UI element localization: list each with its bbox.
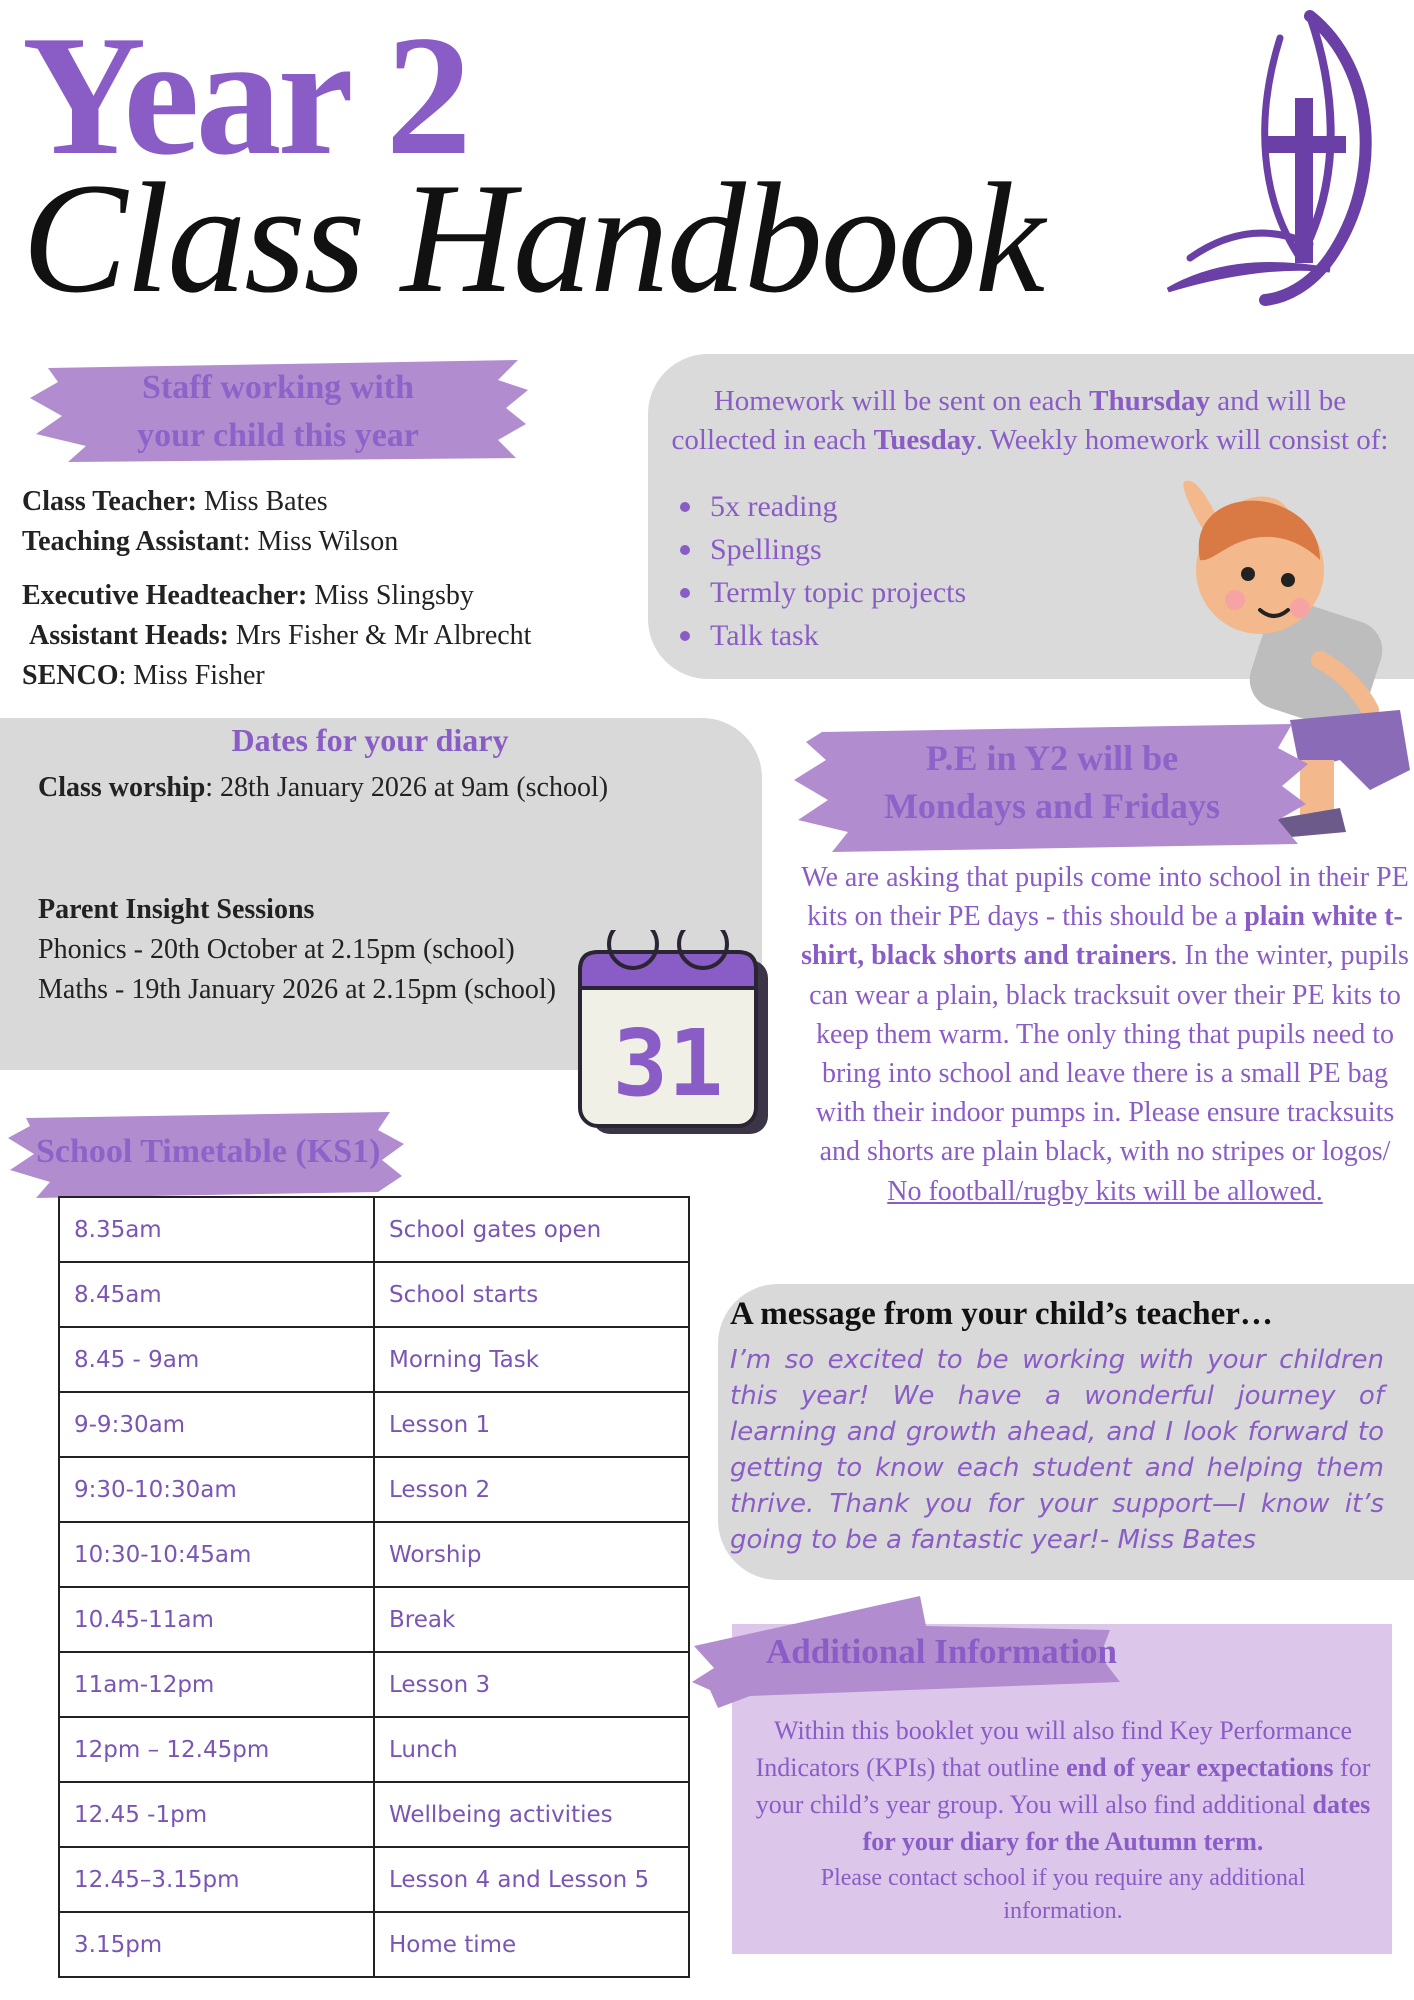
senco: SENCO: Miss Fisher bbox=[22, 660, 265, 691]
calendar-day: 31 bbox=[612, 1010, 724, 1117]
title-class-handbook: Class Handbook bbox=[22, 151, 1043, 326]
table-row: 9-9:30am Lesson 1 bbox=[59, 1392, 689, 1457]
message-heading: A message from your child’s teacher… bbox=[730, 1296, 1273, 1332]
additional-info-body: Within this booklet you will also find Key Performance Indicators (KPIs) that outline end of year expectations for your child’s year group. You will also find additional dates for your diary for the Autumn term. bbox=[755, 1716, 1371, 1856]
timetable-heading-banner bbox=[6, 1108, 406, 1202]
homework-intro: Homework will be sent on each Thursday and will be collected in each Tuesday. Weekly homework will consist of: bbox=[671, 385, 1389, 456]
table-row: 8.35am School gates open bbox=[59, 1197, 689, 1262]
pe-heading: P.E in Y2 will be Mondays and Fridays bbox=[883, 738, 1221, 826]
table-row: 10:30-10:45am Worship bbox=[59, 1522, 689, 1587]
list-item: Termly topic projects bbox=[680, 571, 966, 614]
table-row: 12.45 -1pm Wellbeing activities bbox=[59, 1782, 689, 1847]
list-item: Spellings bbox=[680, 528, 966, 571]
executive-headteacher: Executive Headteacher: Miss Slingsby bbox=[22, 580, 474, 611]
title-year: Year 2 bbox=[22, 1, 468, 191]
table-row: 10.45-11am Break bbox=[59, 1587, 689, 1652]
school-logo-cross-icon bbox=[1160, 8, 1400, 308]
table-row: 8.45 - 9am Morning Task bbox=[59, 1327, 689, 1392]
staff-list bbox=[22, 482, 531, 696]
assistant-heads: Assistant Heads: Mrs Fisher & Mr Albrecht bbox=[29, 620, 532, 651]
timetable bbox=[58, 1196, 690, 1978]
table-row: 9:30-10:30am Lesson 2 bbox=[59, 1457, 689, 1522]
table-row: 8.45am School starts bbox=[59, 1262, 689, 1327]
class-worship-date: Class worship: 28th January 2026 at 9am (school) bbox=[38, 772, 609, 803]
staff-heading-banner bbox=[28, 350, 528, 468]
table-row: 12pm – 12.45pm Lunch bbox=[59, 1717, 689, 1782]
diary-heading: Dates for your diary bbox=[231, 722, 509, 758]
pe-heading-banner bbox=[792, 720, 1312, 860]
pe-text: We are asking that pupils come into school in their PE kits on their PE days - this should be a plain white t-shirt, black shorts and trainers. In the winter, pupils can wear a plain, black tracksuit over their PE kits to keep them warm. The only thing that pupils need to bring into school and leave there is a small PE bag with their indoor pumps in. Please ensure tracksuits and shorts are plain black, with no stripes or logos/ No football/rugby kits will be allowed. bbox=[801, 862, 1409, 1207]
list-item: Talk task bbox=[680, 614, 966, 657]
staff-heading: Staff working with your child this year bbox=[137, 369, 419, 454]
additional-info-contact: Please contact school if you require any additional information. bbox=[820, 1865, 1306, 1924]
class-teacher: Class Teacher: Miss Bates bbox=[22, 486, 328, 517]
timetable-heading: School Timetable (KS1) bbox=[36, 1133, 381, 1170]
table-row: 3.15pm Home time bbox=[59, 1912, 689, 1977]
calendar-icon bbox=[578, 930, 778, 1140]
message-body: I’m so excited to be working with your children this year! We have a wonderful journey of learning and growth ahead, and I look forward to getting to know each student and helping them thrive. Thank you for your support—I know it’s going to be a fantastic year!- Miss Bates bbox=[730, 1345, 1384, 1555]
table-row: 12.45–3.15pm Lesson 4 and Lesson 5 bbox=[59, 1847, 689, 1912]
list-item: 5x reading bbox=[680, 485, 966, 528]
additional-info-heading: Additional Information bbox=[766, 1632, 1118, 1671]
teaching-assistant: Teaching Assistant: Miss Wilson bbox=[22, 526, 399, 557]
homework-list bbox=[680, 485, 966, 657]
table-row: 11am-12pm Lesson 3 bbox=[59, 1652, 689, 1717]
parent-insight-sessions: Parent Insight Sessions Phonics - 20th October at 2.15pm (school) Maths - 19th January 2026 at 2.15pm (school) bbox=[38, 894, 556, 1005]
